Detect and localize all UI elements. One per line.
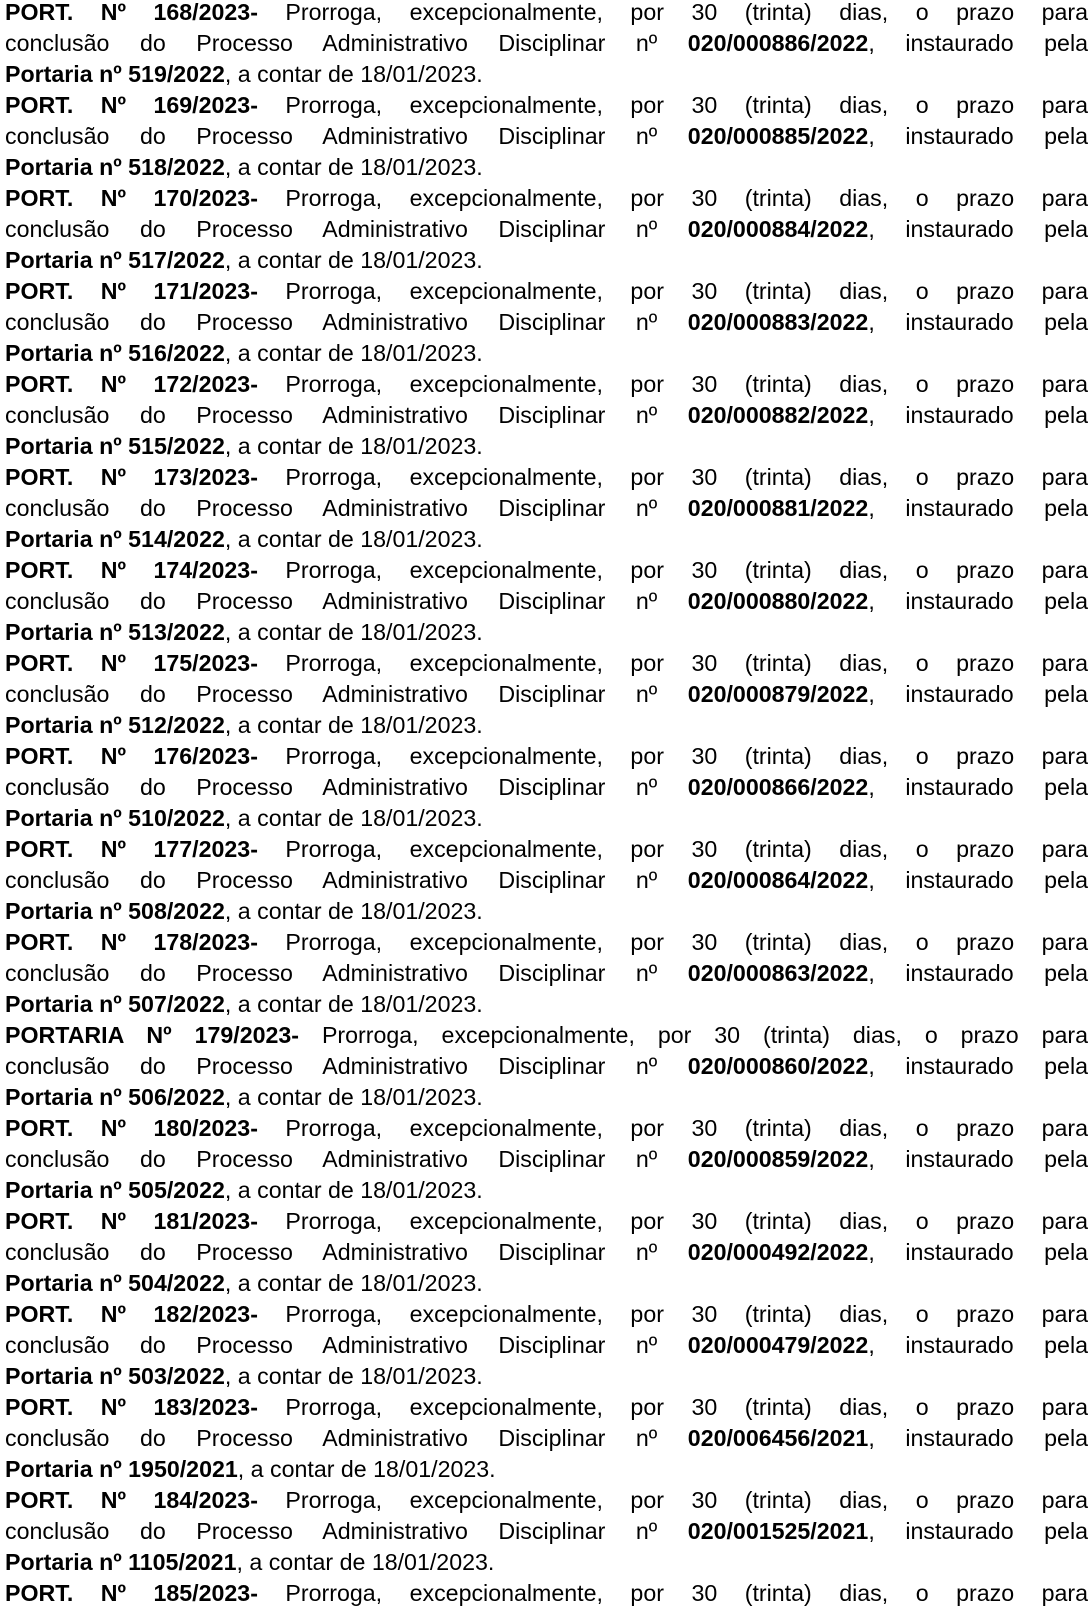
process-number: 020/000886/2022 [687,30,869,56]
original-portaria: Portaria nº 513/2022 [5,619,225,645]
process-number: 020/000885/2022 [687,123,869,149]
original-portaria: Portaria nº 1950/2021 [5,1456,238,1482]
entry-text: , instaurado pela [868,309,1088,335]
entry-line-2 [5,1330,1088,1361]
process-number: 020/000880/2022 [687,588,869,614]
entry-text: conclusão do Processo Administrativo Disciplinar nº [5,774,688,800]
portaria-heading: PORT. Nº 172/2023- [5,371,258,397]
entry-text: Prorroga, excepcionalmente, por 30 (trinta) dias, o prazo para [257,1394,1088,1420]
entry-text: Prorroga, excepcionalmente, por 30 (trinta) dias, o prazo para [257,743,1088,769]
portaria-heading: PORTARIA Nº 179/2023- [5,1022,300,1048]
portaria-heading: PORT. Nº 180/2023- [5,1115,258,1141]
entry-text: conclusão do Processo Administrativo Disciplinar nº [5,960,688,986]
portaria-entry [5,0,1088,90]
entry-line-1 [5,741,1088,772]
entry-line-1 [5,0,1088,28]
process-number: 020/000479/2022 [687,1332,869,1358]
entry-text: Prorroga, excepcionalmente, por 30 (trinta) dias, o prazo para [257,650,1088,676]
entry-line-3 [5,245,1088,276]
entry-line-2 [5,28,1088,59]
entry-text: , instaurado pela [868,1239,1088,1265]
process-number: 020/000882/2022 [687,402,869,428]
entry-text: Prorroga, excepcionalmente, por 30 (trinta) dias, o prazo para [257,1487,1088,1513]
entry-text: , a contar de 18/01/2023. [224,526,483,552]
entry-text: , instaurado pela [868,960,1088,986]
entry-line-2 [5,1423,1088,1454]
entry-text: conclusão do Processo Administrativo Disciplinar nº [5,588,688,614]
entry-text: , instaurado pela [868,402,1088,428]
entry-text: , instaurado pela [868,495,1088,521]
entry-text: conclusão do Processo Administrativo Disciplinar nº [5,402,688,428]
entry-text: conclusão do Processo Administrativo Disciplinar nº [5,309,688,335]
entry-line-2 [5,772,1088,803]
portaria-entry [5,183,1088,276]
entry-text: conclusão do Processo Administrativo Disciplinar nº [5,1146,688,1172]
entry-text: , a contar de 18/01/2023. [224,898,483,924]
entry-line-2 [5,400,1088,431]
original-portaria: Portaria nº 515/2022 [5,433,225,459]
entry-line-2 [5,493,1088,524]
portaria-entry [5,741,1088,834]
entry-text: , a contar de 18/01/2023. [237,1456,496,1482]
original-portaria: Portaria nº 517/2022 [5,247,225,273]
entry-line-2 [5,1237,1088,1268]
original-portaria: Portaria nº 1105/2021 [5,1549,237,1575]
portaria-heading: PORT. Nº 181/2023- [5,1208,258,1234]
entry-text: , a contar de 18/01/2023. [224,1177,483,1203]
portaria-entry [5,555,1088,648]
portaria-entry [5,1485,1088,1578]
process-number: 020/000860/2022 [687,1053,869,1079]
entry-line-3 [5,710,1088,741]
entry-line-1 [5,834,1088,865]
portaria-list [5,0,1088,1578]
entry-line-1 [5,369,1088,400]
entry-text: Prorroga, excepcionalmente, por 30 (trinta) dias, o prazo para [257,92,1088,118]
original-portaria: Portaria nº 512/2022 [5,712,225,738]
portaria-entry [5,648,1088,741]
entry-text: conclusão do Processo Administrativo Disciplinar nº [5,30,688,56]
entry-text: , a contar de 18/01/2023. [236,1549,495,1575]
entry-text: , instaurado pela [868,774,1088,800]
entry-text: Prorroga, excepcionalmente, por 30 (trinta) dias, o prazo para [257,836,1088,862]
portaria-heading: PORT. Nº 175/2023- [5,650,258,676]
entry-line-2 [5,679,1088,710]
original-portaria: Portaria nº 518/2022 [5,154,225,180]
process-number: 020/006456/2021 [687,1425,869,1451]
process-number: 020/000864/2022 [687,867,869,893]
entry-line-3 [5,989,1088,1020]
portaria-heading: PORT. Nº 168/2023- [5,0,258,25]
entry-text: , a contar de 18/01/2023. [224,1270,483,1296]
portaria-entry [5,90,1088,183]
entry-text: , a contar de 18/01/2023. [224,991,483,1017]
entry-line-1 [5,927,1088,958]
entry-text: conclusão do Processo Administrativo Disciplinar nº [5,867,688,893]
original-portaria: Portaria nº 506/2022 [5,1084,225,1110]
entry-line-2 [5,958,1088,989]
portaria-entry-tail [5,1578,1088,1609]
entry-text: conclusão do Processo Administrativo Disciplinar nº [5,1425,688,1451]
entry-line-3 [5,1454,1088,1485]
original-portaria: Portaria nº 516/2022 [5,340,225,366]
entry-line-3 [5,1361,1088,1392]
original-portaria: Portaria nº 519/2022 [5,61,225,87]
process-number: 020/000883/2022 [687,309,869,335]
entry-text: , a contar de 18/01/2023. [224,61,483,87]
portaria-entry [5,1392,1088,1485]
entry-text: Prorroga, excepcionalmente, por 30 (trinta) dias, o prazo para [257,278,1088,304]
portaria-heading: PORT. Nº 170/2023- [5,185,258,211]
portaria-heading: PORT. Nº 173/2023- [5,464,258,490]
entry-text: conclusão do Processo Administrativo Disciplinar nº [5,495,688,521]
entry-line-3 [5,1547,1088,1578]
entry-text: Prorroga, excepcionalmente, por 30 (trinta) dias, o prazo para [257,371,1088,397]
portaria-entry [5,462,1088,555]
entry-line-3 [5,1175,1088,1206]
entry-line-3 [5,896,1088,927]
process-number: 020/000884/2022 [687,216,869,242]
original-portaria: Portaria nº 507/2022 [5,991,225,1017]
entry-line-1 [5,1020,1088,1051]
portaria-heading: PORT. Nº 182/2023- [5,1301,258,1327]
entry-text: Prorroga, excepcionalmente, por 30 (trinta) dias, o prazo para [257,1301,1088,1327]
portaria-heading: PORT. Nº 176/2023- [5,743,258,769]
portaria-entry [5,1206,1088,1299]
portaria-heading: PORT. Nº 174/2023- [5,557,258,583]
entry-text: Prorroga, excepcionalmente, por 30 (trinta) dias, o prazo para [257,1208,1088,1234]
entry-line-2 [5,586,1088,617]
portaria-entry [5,1020,1088,1113]
entry-line-1 [5,183,1088,214]
entry-text: Prorroga, excepcionalmente, por 30 (trinta) dias, o prazo para [257,557,1088,583]
process-number: 020/000863/2022 [687,960,869,986]
portaria-heading: PORT. Nº 171/2023- [5,278,258,304]
entry-text: Prorroga, excepcionalmente, por 30 (trinta) dias, o prazo para [299,1022,1088,1048]
entry-line-3 [5,152,1088,183]
portaria-heading: PORT. Nº 178/2023- [5,929,258,955]
entry-text: Prorroga, excepcionalmente, por 30 (trinta) dias, o prazo para [257,1115,1088,1141]
entry-line-3 [5,431,1088,462]
entry-text: Prorroga, excepcionalmente, por 30 (trinta) dias, o prazo para [257,929,1088,955]
entry-line-3 [5,617,1088,648]
portaria-entry [5,927,1088,1020]
entry-line-1 [5,1206,1088,1237]
portaria-entry [5,834,1088,927]
entry-line-1 [5,555,1088,586]
entry-line-2 [5,865,1088,896]
entry-line-3 [5,1082,1088,1113]
entry-line-3 [5,803,1088,834]
portaria-heading: PORT. Nº 169/2023- [5,92,258,118]
entry-line-2 [5,214,1088,245]
entry-text: , a contar de 18/01/2023. [224,1084,483,1110]
entry-line-1 [5,1113,1088,1144]
entry-line-2 [5,1051,1088,1082]
process-number: 020/001525/2021 [687,1518,869,1544]
entry-line-1 [5,90,1088,121]
entry-line-1 [5,276,1088,307]
process-number: 020/000859/2022 [687,1146,869,1172]
entry-text: , instaurado pela [868,1332,1088,1358]
entry-line-2 [5,307,1088,338]
process-number: 020/000881/2022 [687,495,869,521]
entry-text: conclusão do Processo Administrativo Disciplinar nº [5,1518,688,1544]
portaria-heading: PORT. Nº 177/2023- [5,836,258,862]
original-portaria: Portaria nº 505/2022 [5,1177,225,1203]
entry-text: Prorroga, excepcionalmente, por 30 (trinta) dias, o prazo para [257,464,1088,490]
original-portaria: Portaria nº 510/2022 [5,805,225,831]
original-portaria: Portaria nº 514/2022 [5,526,225,552]
entry-text: , a contar de 18/01/2023. [224,154,483,180]
portaria-entry [5,1113,1088,1206]
entry-text: , instaurado pela [868,867,1088,893]
entry-text: , a contar de 18/01/2023. [224,340,483,366]
entry-line-3 [5,59,1088,90]
entry-line-1 [5,1299,1088,1330]
entry-text: conclusão do Processo Administrativo Disciplinar nº [5,1053,688,1079]
portaria-entry [5,276,1088,369]
entry-text: , a contar de 18/01/2023. [224,805,483,831]
entry-line-1 [5,1392,1088,1423]
entry-text: , a contar de 18/01/2023. [224,712,483,738]
entry-text: , instaurado pela [868,30,1088,56]
entry-line-3 [5,1268,1088,1299]
entry-text: , instaurado pela [868,123,1088,149]
entry-text: conclusão do Processo Administrativo Disciplinar nº [5,216,688,242]
portaria-heading: PORT. Nº 183/2023- [5,1394,258,1420]
entry-text: conclusão do Processo Administrativo Disciplinar nº [5,1332,688,1358]
entry-text: Prorroga, excepcionalmente, por 30 (trinta) dias, o prazo para [257,0,1088,25]
process-number: 020/000879/2022 [687,681,869,707]
entry-text: , a contar de 18/01/2023. [224,619,483,645]
entry-text: , instaurado pela [868,681,1088,707]
entry-text: , instaurado pela [868,588,1088,614]
entry-line-2 [5,1516,1088,1547]
entry-text: conclusão do Processo Administrativo Disciplinar nº [5,1239,688,1265]
entry-line-3 [5,338,1088,369]
original-portaria: Portaria nº 503/2022 [5,1363,225,1389]
portaria-entry [5,369,1088,462]
entry-text: , instaurado pela [868,1518,1088,1544]
entry-text: Prorroga, excepcionalmente, por 30 (trinta) dias, o prazo para [257,1580,1088,1606]
entry-line-1 [5,1578,1088,1609]
entry-line-2 [5,121,1088,152]
entry-line-1 [5,648,1088,679]
entry-text: , instaurado pela [868,1053,1088,1079]
document-body [5,0,1088,1609]
entry-line-3 [5,524,1088,555]
entry-line-1 [5,462,1088,493]
original-portaria: Portaria nº 504/2022 [5,1270,225,1296]
process-number: 020/000866/2022 [687,774,869,800]
entry-text: , instaurado pela [868,216,1088,242]
entry-text: , a contar de 18/01/2023. [224,247,483,273]
portaria-heading: PORT. Nº 185/2023- [5,1580,258,1606]
entry-text: , a contar de 18/01/2023. [224,1363,483,1389]
portaria-entry [5,1299,1088,1392]
entry-text: Prorroga, excepcionalmente, por 30 (trinta) dias, o prazo para [257,185,1088,211]
entry-text: , instaurado pela [868,1146,1088,1172]
entry-text: , a contar de 18/01/2023. [224,433,483,459]
entry-line-1 [5,1485,1088,1516]
entry-text: conclusão do Processo Administrativo Disciplinar nº [5,123,688,149]
entry-text: , instaurado pela [868,1425,1088,1451]
portaria-heading: PORT. Nº 184/2023- [5,1487,258,1513]
process-number: 020/000492/2022 [687,1239,869,1265]
entry-text: conclusão do Processo Administrativo Disciplinar nº [5,681,688,707]
entry-line-2 [5,1144,1088,1175]
original-portaria: Portaria nº 508/2022 [5,898,225,924]
